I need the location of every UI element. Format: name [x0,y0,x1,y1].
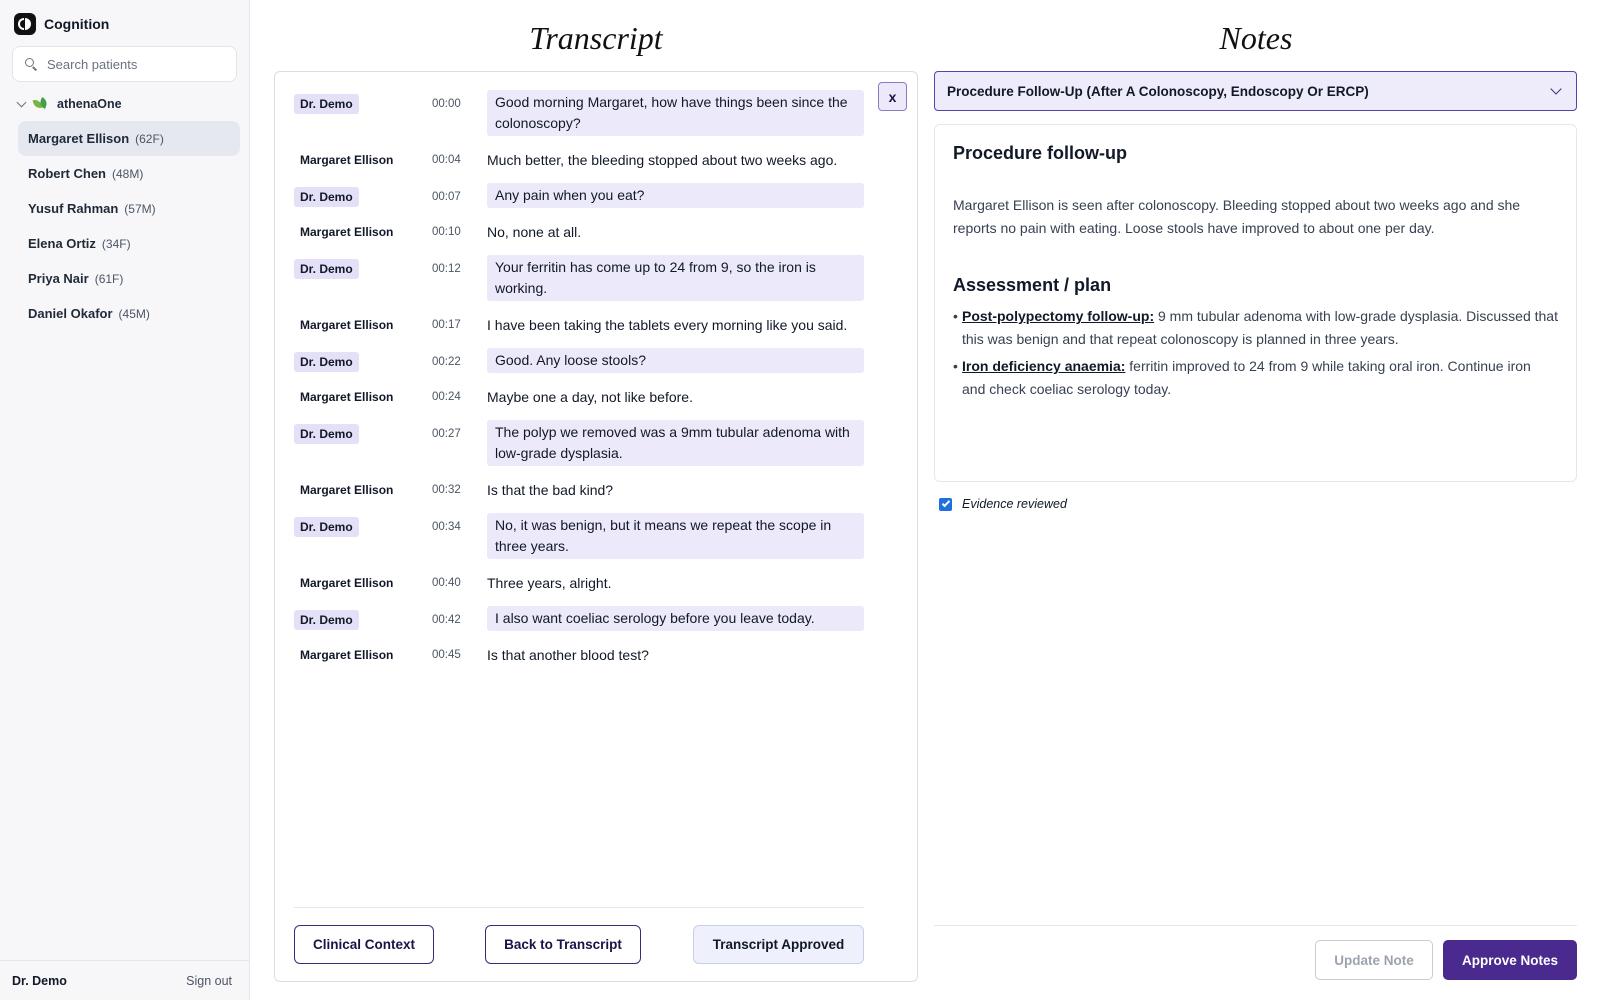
patient-item[interactable] [18,261,240,296]
notes-heading: Notes [1219,20,1293,56]
message-text: Good. Any loose stools? [487,348,864,373]
speaker-label: Dr. Demo [294,259,359,279]
clinical-context-button[interactable]: Clinical Context [294,925,434,964]
patient-item[interactable] [18,226,240,261]
timestamp: 00:12 [432,263,461,275]
search-icon [25,58,37,70]
speaker-cell [294,311,432,338]
transcript-approved-button[interactable]: Transcript Approved [693,925,864,964]
patient-name: Elena Ortiz [28,236,96,251]
message-text: Any pain when you eat? [487,183,864,208]
transcript-message [294,311,864,338]
message-text: Your ferritin has come up to 24 from 9, so the iron is working. [487,255,864,301]
chevron-down-icon[interactable] [17,97,27,107]
speaker-label: Dr. Demo [294,187,359,207]
check-icon [941,499,949,507]
speaker-cell [294,476,432,503]
patient-item[interactable] [18,121,240,156]
timestamp: 00:45 [432,649,461,661]
speaker-label: Margaret Ellison [300,483,394,497]
timestamp: 00:27 [432,428,461,440]
patient-list [18,121,240,331]
list-item-content [962,305,1558,351]
timestamp: 00:10 [432,226,461,238]
transcript-message [294,606,864,631]
message-text: Is that another blood test? [487,647,649,663]
speaker-cell [294,420,432,466]
evidence-link[interactable]: Post-polypectomy follow-up: [962,308,1155,324]
message-text: Is that the bad kind? [487,482,614,498]
leaf-icon [34,97,48,111]
message-text: I also want coeliac serology before you leave today. [487,606,864,631]
message-text: Much better, the bleeding stopped about two weeks ago. [487,152,838,168]
assessment-list [953,305,1558,401]
sidebar-footer [0,960,250,1000]
speaker-label: Margaret Ellison [300,390,394,404]
speaker-cell [294,641,432,668]
message-text: No, it was benign, but it means we repeat the scope in three years. [487,513,864,559]
timestamp: 00:40 [432,577,461,589]
assessment-heading: Assessment / plan [953,275,1112,295]
patient-item[interactable] [18,191,240,226]
note-title: Procedure follow-up [953,143,1128,163]
message-text: I have been taking the tablets every morning like you said. [487,317,848,333]
transcript-message [294,569,864,596]
update-note-button[interactable]: Update Note [1315,940,1433,980]
speaker-label: Dr. Demo [294,94,359,114]
list-item [953,355,1558,401]
approve-notes-button[interactable]: Approve Notes [1443,940,1577,980]
speaker-cell [294,383,432,410]
speaker-label: Dr. Demo [294,517,359,537]
timestamp: 00:32 [432,484,461,496]
search-input[interactable] [47,57,217,72]
bullet: • [953,358,958,374]
speaker-cell [294,606,432,631]
transcript-message [294,420,864,466]
patient-meta: (45M) [118,306,150,321]
bullet: • [953,308,958,324]
transcript-heading: Transcript [529,20,663,56]
message-text: Maybe one a day, not like before. [487,389,693,405]
sidebar [0,0,250,1000]
list-item-text: 9 mm tubular adenoma with low-grade dysplasia. Discussed that this was benign and that repeat colonoscopy is planned in three years. [962,308,1558,347]
patient-name: Margaret Ellison [28,131,130,146]
evidence-reviewed-checkbox[interactable] [939,498,952,511]
chevron-down-icon [1550,83,1561,94]
note-card [934,124,1577,482]
list-item-content [962,355,1558,401]
transcript-messages [294,90,864,678]
patient-name: Robert Chen [28,166,106,181]
timestamp: 00:42 [432,614,461,626]
transcript-message [294,383,864,410]
speaker-cell [294,183,432,208]
app-name: Cognition [44,16,110,32]
speaker-cell [294,513,432,559]
cognition-logo-icon [14,13,36,35]
transcript-message [294,255,864,301]
transcript-message [294,146,864,173]
speaker-label: Margaret Ellison [300,648,394,662]
timestamp: 00:34 [432,521,461,533]
search-box[interactable] [12,46,237,82]
message-text: No, none at all. [487,224,582,240]
speaker-label: Margaret Ellison [300,225,394,239]
divider [294,907,864,908]
speaker-cell [294,569,432,596]
speaker-cell [294,255,432,301]
group-athenaone[interactable] [18,97,122,111]
timestamp: 00:24 [432,391,461,403]
speaker-label: Dr. Demo [294,610,359,630]
transcript-message [294,183,864,208]
speaker-label: Dr. Demo [294,352,359,372]
message-text: Three years, alright. [487,575,612,591]
note-template-select[interactable] [934,71,1577,111]
transcript-message [294,348,864,373]
timestamp: 00:07 [432,191,461,203]
timestamp: 00:22 [432,356,461,368]
patient-name: Priya Nair [28,271,89,286]
speaker-label: Margaret Ellison [300,153,394,167]
transcript-message [294,476,864,503]
speaker-label: Dr. Demo [294,424,359,444]
current-user: Dr. Demo [12,973,67,988]
patient-item[interactable] [18,156,240,191]
patient-name: Yusuf Rahman [28,201,119,216]
timestamp: 00:00 [432,98,461,110]
patient-meta: (48M) [112,166,144,181]
evidence-reviewed-label: Evidence reviewed [962,497,1067,511]
patient-meta: (34F) [101,236,131,251]
evidence-link[interactable]: Iron deficiency anaemia: [962,358,1126,374]
patient-name: Daniel Okafor [28,306,113,321]
back-to-transcript-button[interactable]: Back to Transcript [485,925,641,964]
message-text: Good morning Margaret, how have things been since the colonoscopy? [487,90,864,136]
close-button[interactable]: x [878,82,907,111]
transcript-message [294,641,864,668]
brand [14,13,109,35]
speaker-cell [294,348,432,373]
patient-meta: (62F) [135,131,164,146]
list-item-text: ferritin improved to 24 from 9 while taking oral iron. Continue iron and check coeliac serology today. [962,358,1531,397]
sign-out-link[interactable]: Sign out [186,973,232,988]
group-label: athenaOne [57,97,122,111]
transcript-message [294,513,864,559]
patient-meta: (61F) [94,271,124,286]
speaker-cell [294,146,432,173]
timestamp: 00:17 [432,319,461,331]
speaker-label: Margaret Ellison [300,318,394,332]
divider [934,925,1577,926]
note-summary: Margaret Ellison is seen after colonoscopy. Bleeding stopped about two weeks ago and she reports no pain with eating. Loose stools have improved to about one per day. [953,197,1521,236]
speaker-cell [294,218,432,245]
timestamp: 00:04 [432,154,461,166]
transcript-message [294,90,864,136]
message-text: The polyp we removed was a 9mm tubular adenoma with low-grade dysplasia. [487,420,864,466]
patient-item[interactable] [18,296,240,331]
speaker-label: Margaret Ellison [300,576,394,590]
list-item [953,305,1558,351]
transcript-panel [274,71,918,982]
speaker-cell [294,90,432,136]
transcript-message [294,218,864,245]
template-label: Procedure Follow-Up (After A Colonoscopy, Endoscopy Or ERCP) [947,83,1369,99]
patient-meta: (57M) [124,201,156,216]
evidence-reviewed-row[interactable] [939,497,1067,511]
